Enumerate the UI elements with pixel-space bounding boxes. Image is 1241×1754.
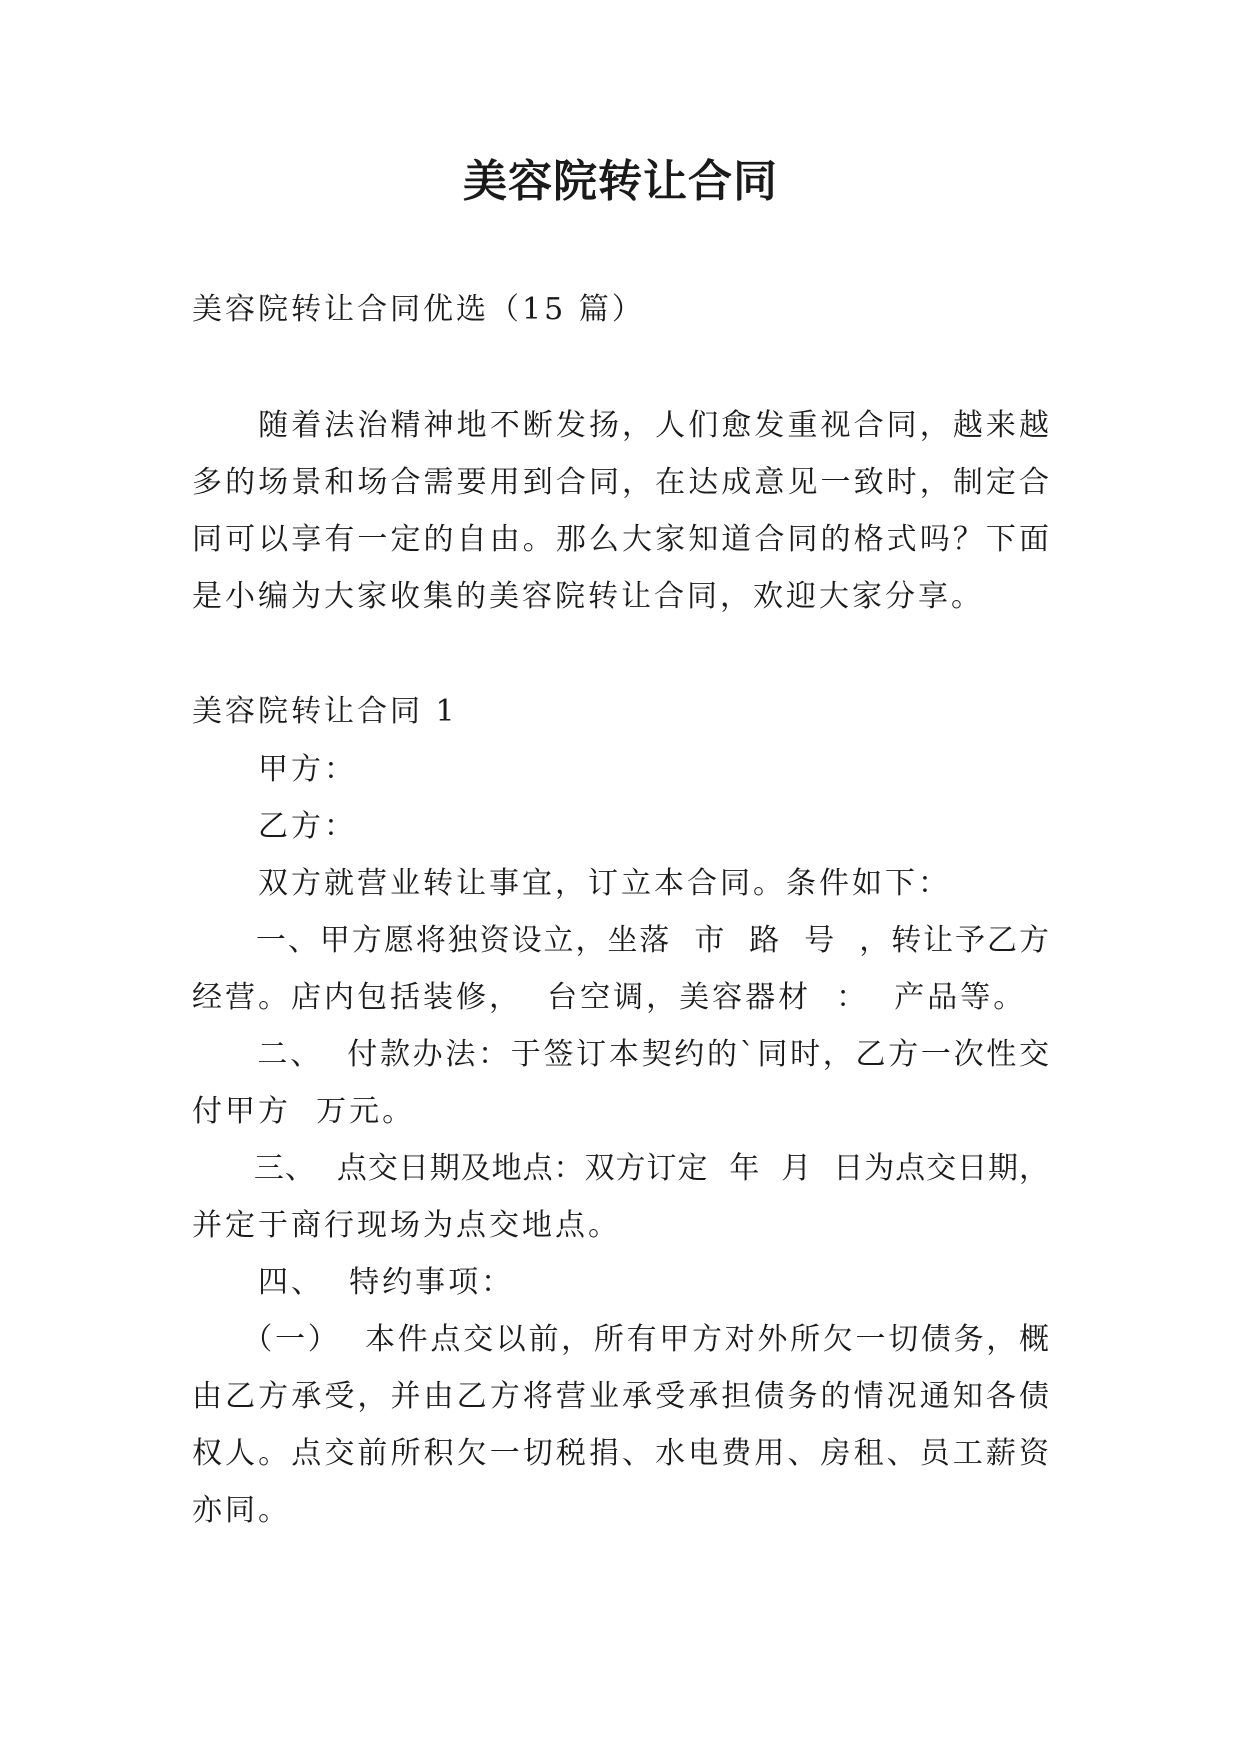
body-line: 二、 付款办法：于签订本契约的`同时，乙方一次性交	[192, 1037, 1049, 1072]
intro-line: 同可以享有一定的自由。那么大家知道合同的格式吗？下面	[192, 522, 1049, 557]
body-line: 四、 特约事项：	[192, 1265, 515, 1300]
body-line: 经营。店内包括装修， 台空调，美容器材 ： 产品等。	[192, 980, 1027, 1015]
page-title: 美容院转让合同	[463, 156, 778, 207]
body-line: 乙方：	[192, 809, 357, 844]
body-line: 付甲方 万元。	[192, 1094, 416, 1129]
intro-line: 随着法治精神地不断发扬，人们愈发重视合同，越来越	[192, 408, 1049, 443]
body-line: 甲方：	[192, 752, 357, 787]
body-line: （一） 本件点交以前，所有甲方对外所欠一切债务，概	[192, 1322, 1049, 1357]
body-line: 三、 点交日期及地点：双方订定 年 月 日为点交日期，	[192, 1151, 1049, 1186]
body-line: 亦同。	[192, 1493, 291, 1528]
body-line: 一、甲方愿将独资设立，坐落 市 路 号 ，转让予乙方	[192, 923, 1049, 958]
intro-line: 是小编为大家收集的美容院转让合同，欢迎大家分享。	[192, 579, 984, 614]
document-subtitle: 美容院转让合同优选（15 篇）	[192, 292, 645, 327]
body-line: 并定于商行现场为点交地点。	[192, 1208, 621, 1243]
body-line: 权人。点交前所积欠一切税捐、水电费用、房租、员工薪资	[192, 1436, 1049, 1471]
body-line: 由乙方承受，并由乙方将营业承受承担债务的情况通知各债	[192, 1379, 1049, 1414]
body-line: 双方就营业转让事宜，订立本合同。条件如下：	[192, 866, 951, 901]
section-heading: 美容院转让合同 1	[192, 694, 458, 729]
intro-line: 多的场景和场合需要用到合同，在达成意见一致时，制定合	[192, 465, 1049, 500]
